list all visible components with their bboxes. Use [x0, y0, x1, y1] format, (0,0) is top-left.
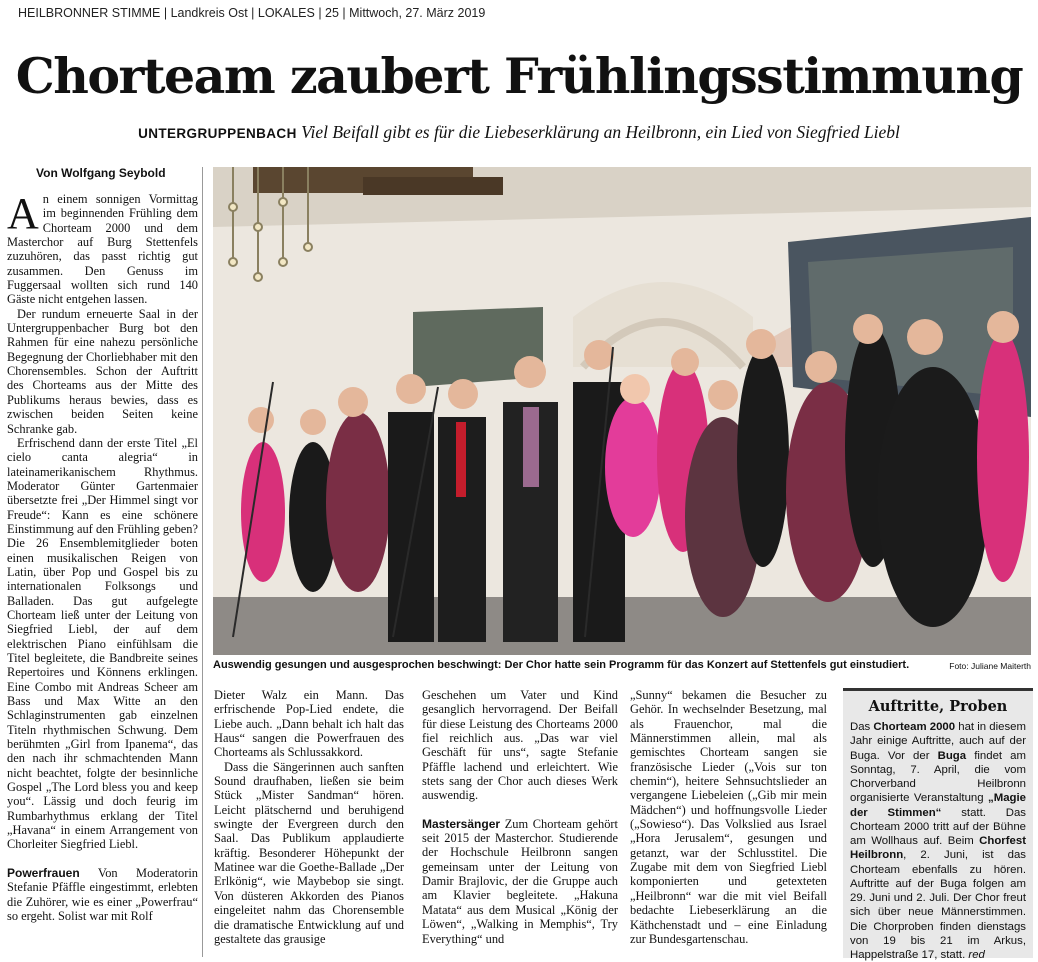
- info-box-title: Auftritte, Proben: [868, 698, 1008, 715]
- deck: Viel Beifall gibt es für die Liebeserklärung an Heilbronn, ein Lied von Siegfried Liebl: [301, 122, 900, 142]
- column-4: [630, 688, 827, 946]
- column-2: [214, 688, 404, 946]
- column-divider: [202, 167, 203, 957]
- paragraph: Mastersänger Zum Chorteam gehört seit 2015 der Masterchor. Studierende der Hochschule Heilbronn sangen gemeinsam unter der Leitung von Damir Brajlovic, der die Gruppe auch am Klavier begleitete. „Hakuna Matata“ aus dem Musical „König der Löwen“, „Walking in Memphis“, Try Everything“ und: [422, 816, 618, 946]
- subheading: Mastersänger: [422, 816, 501, 831]
- headline: Chorteam zaubert Frühlingsstimmung: [15, 47, 1023, 105]
- page-header: HEILBRONNER STIMME | Landkreis Ost | LOKALES | 25 | Mittwoch, 27. März 2019: [18, 6, 486, 20]
- column-3: [422, 688, 618, 946]
- drop-cap: A: [7, 189, 39, 238]
- subheading: Powerfrauen: [7, 865, 80, 880]
- caption-text: Auswendig gesungen und ausgesprochen beschwingt: Der Chor hatte sein Programm für das Konzert auf Stettenfels gut einstudiert.: [213, 659, 910, 671]
- paragraph: Dieter Walz ein Mann. Das erfrischende Pop-Lied endete, die Liebe auch. „Dann behalt ich halt das Haus“ sangen die Powerfrauen des Chorteams als Schlussakkord.: [214, 688, 404, 760]
- paragraph: An einem sonnigen Vormittag im beginnenden Frühling dem Chorteam 2000 und dem Masterchor auf Burg Stettenfels zuzuhören, das passt richtig gut zusammen. Den Genuss im Fuggersaal wollten sich rund 140 Gäste nicht entgehen lassen.: [7, 189, 198, 307]
- paragraph: Powerfrauen Von Moderatorin Stefanie Pfäffle eingestimmt, erlebten die Zuhörer, wie es einer „Powerfrau“ so ergeht. Solist war mit Rolf: [7, 865, 198, 923]
- paragraph: Der rundum erneuerte Saal in der Untergruppenbacher Burg bot den Rahmen für eine nahezu persönliche Begegnung der Chorliebhaber mit den Chorensembles. Schon der Auftritt des Chorteams aus der Mitte des Publikums heraus bewies, dass es zwischen beiden Seiten keine Schranke gab.: [7, 306, 198, 436]
- photo-caption: [213, 658, 1031, 672]
- info-box-text: Das Chorteam 2000 hat in diesem Jahr einige Auftritte, auch auf der Buga. Vor der Buga findet am Sonntag, 7. April, die vom Chorverband Heilbronn organisierte Veranstaltung „Magie der Stimmen“ statt. Das Chorteam 2000 tritt auf der Bühne am Wollhaus auf. Beim Chorfest Heilbronn, 2. Juni, ist das Chorteam ebenfalls zu hören. Auftritte auf der Buga folgen am 29. Juni und 2. Juli. Der Chor freut sich über neue Männerstimmen. Die Chorproben finden dienstags von 19 bis 21 im Arkus, Happelstraße 17, statt. red: [850, 721, 1027, 961]
- paragraph: Dass die Sängerinnen auch sanften Sound draufhaben, ließen sie beim Stück „Mister Sandman“ hören. Leicht plätschernd und beruhigend swingte der Evergreen durch den Saal. Das Publikum applaudierte kräftig. Besonderer Höhepunkt der Matinee war die Goethe-Ballade „Der Erlkönig“, wie Maybebop sie singt. Von düsteren Akkorden des Pianos eingeleitet nahm das Chorensemble die dramatische Entwicklung auf und gestaltete das grausige: [214, 759, 404, 946]
- info-box: [843, 688, 1033, 961]
- paragraph: Geschehen um Vater und Kind gesanglich hervorragend. Der Beifall für diese Leistung des Chorteams 2000 fiel reichlich aus. „Das war viel Geschäft für uns“, sagte Stefanie Pfäffle lachend und erleichtert. Wie stets sang der Chor auch dieses Werk auswendig.: [422, 688, 618, 803]
- choir-photo: [213, 167, 1031, 655]
- byline: Von Wolfgang Seybold: [36, 166, 166, 180]
- paragraph: „Sunny“ bekamen die Besucher zu Gehör. In wechselnder Besetzung, mal als Frauenchor, mal die Männerstimmen allein, mal als gemischtes Chorteam sangen sie französische Lieder („Vois sur ton chemin“), heitere Sehnsuchtslieder an vergangene Liebeleien („Gib mir mein Mädchen“) und hoffnungsvolle Lieder („Sowieso“). Das Volkslied aus Israel „Hora Jerusalem“, gesungen und getanzt, war der Schlusstitel. Die Zugabe mit dem von Siegfried Liebl komponierten und getexteten „Heilbronn“ war die mit viel Beifall bedachte Liebeserklärung an die Käthchenstadt und – eine Einladung zur Bundesgartenschau.: [630, 688, 827, 946]
- paragraph: Erfrischend dann der erste Titel „El cielo canta alegria“ in lateinamerikanischem Rhythmus. Moderator Günter Gartenmaier übersetzte frei „Der Himmel singt vor Freude“: Kann es eine schönere Einstimmung auf den Frühling geben? Die 26 Ensemblemitglieder boten einen musikalischen Reigen von Latin, über Pop und Gospel bis zu internationalen Folksongs und Balladen. Das gut aufgelegte Chorteam ließ unter der Leitung von Siegfried Liebl, der auf dem elektrischen Piano einfühlsam die Titel begleitete, die Bandbreite seines Repertoires und Könnens erklingen. Eine Combo mit Andreas Scheer am Bass und Max Witte an den Schlaginstrumenten gab einzelnen Titeln rhythmischen Schwung. Dem berühmten „Girl from Ipanema“, das den nach ihr schmachtenden Mann nicht beachtet, folgte der besinnliche Gospel „The Lord bless you and keep you“. Lässig und doch feurig im Rumbarhythmus erklang der Titel „Havana“ in einem Arrangement von Chorleiter Siegfried Liebl.: [7, 435, 198, 852]
- column-1: [7, 189, 198, 923]
- photo-credit: Foto: Juliane Maiterth: [949, 661, 1031, 671]
- subheadline: [0, 122, 1038, 143]
- location-kicker: UNTERGRUPPENBACH: [138, 126, 297, 141]
